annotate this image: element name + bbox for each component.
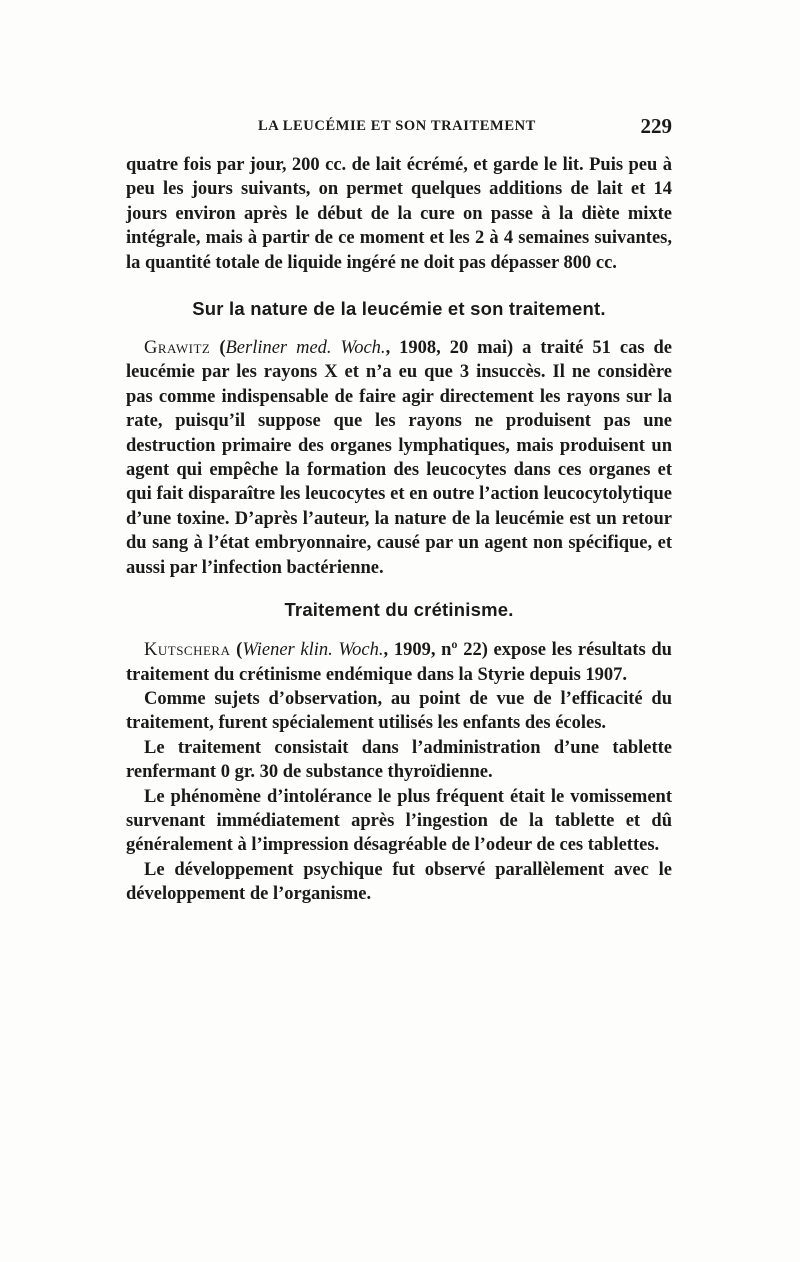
section-heading-nature: Sur la nature de la leucémie et son traitement. xyxy=(192,298,606,320)
page-header xyxy=(126,116,672,142)
page-body xyxy=(126,153,672,907)
ref-details: , 1908, 20 mai) xyxy=(385,338,514,359)
section-heading-cretinisme: Traitement du crétinisme. xyxy=(284,599,514,621)
running-title: LA LEUCÉMIE ET SON TRAITEMENT xyxy=(258,118,536,134)
ref-details: , 1909, nº 22) xyxy=(383,640,488,661)
paragraph-text: expose les résultats du traitement du crétinisme endémique dans la Styrie depuis 1907. xyxy=(126,640,672,685)
grawitz-paragraph xyxy=(126,336,672,580)
journal-wiener: Wiener klin. Woch. xyxy=(242,640,384,661)
paragraph-intolerance: Le phénomène d’intolérance le plus fréquent était le vomissement survenant immédiatement après l’ingestion de la tablette et dû généralement à l’impression désagréable de l’odeur de ces tablettes. xyxy=(126,786,672,856)
kutschera-paragraph xyxy=(126,638,672,687)
author-grawitz: Grawitz xyxy=(144,338,211,359)
paragraph-observation: Comme sujets d’observation, au point de vue de l’efficacité du traitement, furent spécialement utilisés les enfants des écoles. xyxy=(126,688,672,734)
ref-open: ( xyxy=(230,640,243,661)
intro-paragraph: quatre fois par jour, 200 cc. de lait écrémé, et garde le lit. Puis peu à peu les jours suivants, on permet quelques additions de lait et 14 jours environ après le début de la cure on passe à la diète mixte intégrale, mais à partir de ce moment et les 2 à 4 semaines suivantes, la quantité totale de liquide ingéré ne doit pas dépasser 800 cc. xyxy=(126,155,672,273)
page-number: 229 xyxy=(640,114,672,138)
paragraph-traitement: Le traitement consistait dans l’administration d’une tablette renfermant 0 gr. 30 de substance thyroïdienne. xyxy=(126,737,672,783)
author-kutschera: Kutschera xyxy=(144,640,231,661)
journal-berliner: Berliner med. Woch. xyxy=(225,338,386,359)
paragraph-text: a traité 51 cas de leucémie par les rayons X et n’a eu que 3 insuccès. Il ne considère pas comme indispensable de faire agir directement les rayons sur la rate, puisqu’il suppose que les rayons ne produisent pas une destruction primaire des organes lymphatiques, mais produisent un agent qui empêche la formation des leucocytes dans ces organes et qui fait disparaître les leucocytes et en outre l’action leucocytolytique d’une toxine. D’après l’auteur, la nature de la leucémie est un retour du sang à l’état embryonnaire, causé par un agent non spécifique, et aussi par l’infection bactérienne. xyxy=(126,338,672,578)
paragraph-developpement: Le développement psychique fut observé parallèlement avec le développement de l’organisme. xyxy=(126,859,672,905)
ref-open: ( xyxy=(210,338,226,359)
